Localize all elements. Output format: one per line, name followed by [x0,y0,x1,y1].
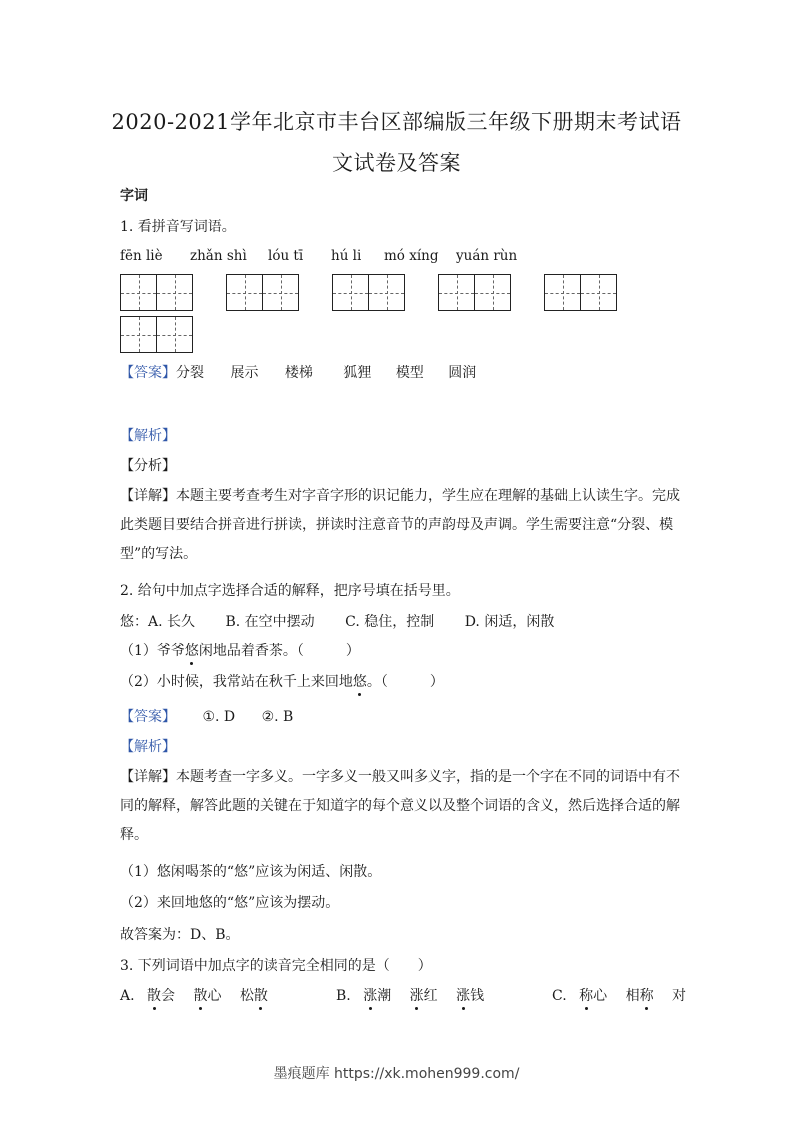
xiangjie-tag: 【详解】 [120,488,176,504]
q2-explanation [120,763,680,850]
sentence-text: 。（ ） [366,674,444,690]
char: 松 [239,988,254,1004]
q3-stem: 3. 下列词语中加点字的读音完全相同的是（ ） [120,958,432,974]
q1-stem: 1. 看拼音写词语。 [120,219,236,235]
answer-word: 圆润 [448,365,477,381]
section-heading: 字词 [120,188,148,204]
writing-grid-1[interactable] [120,274,192,311]
dotted-char: 涨 [409,988,424,1004]
char: 心 [593,988,608,1004]
xiangjie-tag: 【详解】 [120,769,176,785]
word [240,988,268,1004]
answer-word: 分裂 [176,365,204,381]
dotted-char: 散 [147,988,162,1004]
option-label: A. [120,988,135,1004]
q3-option-c [552,986,686,1006]
q1-jiexi-tag: 【解析】 [120,428,176,444]
q3-option-a [120,986,268,1006]
sentence-text: （2）小时候，我常站在秋千上来回地 [120,674,353,690]
q2-options [120,612,554,632]
word [626,988,654,1004]
word [456,988,484,1004]
xiangjie-text: 本题考查一字多义。一字多义一般又叫多义字，指的是一个字在不同的词语中有不同的解释，解答此题的关键在于知道字的每个意义以及整个词语的含义，然后选择合适的解释。 [120,769,680,843]
answer-word: 模型 [395,365,424,381]
dotted-char: 悠 [184,643,199,659]
sentence-text: （1）爷爷 [120,643,185,659]
word [193,988,221,1004]
q1-explanation [120,482,680,569]
writing-grid-2[interactable] [226,274,298,311]
writing-grid-6[interactable] [120,316,192,353]
dotted-char: 散 [253,988,268,1004]
pinyin-5: mó xíng [384,248,439,264]
dotted-char: 涨 [363,988,378,1004]
word [147,988,175,1004]
dotted-char: 悠 [352,674,367,690]
answer-word: 狐狸 [343,365,372,381]
answer-1: ①. D [202,709,236,725]
q1-answer-row [120,363,476,383]
q2-sentence-1 [120,641,360,661]
pinyin-1: fēn liè [120,248,163,264]
title-line-2: 文试卷及答案 [332,151,461,175]
q3-option-b [336,986,484,1006]
dotted-char: 涨 [456,988,471,1004]
dotted-char: 称 [639,988,654,1004]
writing-grid-4[interactable] [438,274,510,311]
answer-word: 楼梯 [284,365,313,381]
q2-answer-row [120,707,293,727]
q2-explain-1: （1）悠闲喝茶的“悠”应该为闲适、闲散。 [120,864,382,880]
sentence-text: 闲地品着香茶。（ ） [198,643,360,659]
word [410,988,438,1004]
q2-jiexi-tag: 【解析】 [120,739,176,755]
char: 心 [207,988,222,1004]
q2-stem: 2. 给句中加点字选择合适的解释，把序号填在括号里。 [120,583,460,599]
option-b: B. 在空中摆动 [225,614,315,630]
dotted-char: 散 [193,988,208,1004]
option-label: C. [552,988,567,1004]
writing-grid-3[interactable] [332,274,404,311]
title-line-1: 2020-2021学年北京市丰台区部编版三年级下册期末考试语 [111,110,682,134]
q2-sentence-2 [120,672,444,692]
pinyin-3: lóu tī [268,248,304,264]
footer-watermark[interactable]: 墨痕题库 https://xk.mohen999.com/ [273,1066,520,1082]
word [579,988,607,1004]
answer-tag: 【答案】 [120,709,176,725]
answer-word: 展示 [230,365,259,381]
option-a: 悠：A. 长久 [120,614,196,630]
char: 对 [672,988,687,1004]
option-c: C. 稳住，控制 [345,614,435,630]
option-d: D. 闲适，闲散 [464,614,555,630]
q2-explain-2: （2）来回地悠的“悠”应该为摆动。 [120,895,340,911]
pinyin-6: yuán rùn [456,248,518,264]
writing-grid-5[interactable] [544,274,616,311]
char: 潮 [377,988,392,1004]
word [672,988,686,1004]
option-label: B. [336,988,351,1004]
q2-conclusion: 故答案为：D、B。 [120,927,240,943]
char: 红 [423,988,438,1004]
answer-2: ②. B [261,709,294,725]
answer-tag: 【答案】 [120,365,176,381]
char: 会 [161,988,176,1004]
q1-fenxi-tag: 【分析】 [120,458,176,474]
dotted-char: 称 [579,988,594,1004]
pinyin-2: zhǎn shì [190,248,247,264]
char: 钱 [470,988,485,1004]
pinyin-4: hú li [331,248,362,264]
xiangjie-text: 本题主要考查考生对字音字形的识记能力，学生应在理解的基础上认读生字。完成此类题目要结合拼音进行拼读，拼读时注意音节的声韵母及声调。学生需要注意“分裂、模型”的写法。 [120,488,680,562]
char: 相 [625,988,640,1004]
word [363,988,391,1004]
